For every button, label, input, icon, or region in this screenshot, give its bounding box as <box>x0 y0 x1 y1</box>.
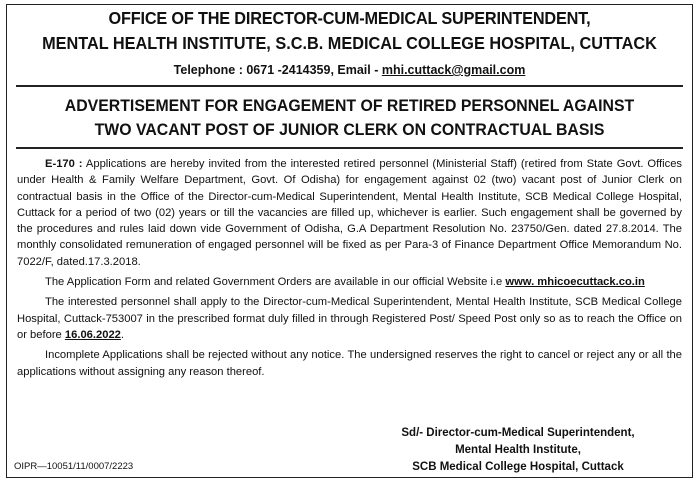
paragraph-3-text: The interested personnel shall apply to the Director-cum-Medical Superintendent, Mental Health Institute, SCB Medical College Hospital, Cuttack-753007 in the prescribed format duly filled in through Registered Post/ Speed Post only so as to reach the Office on or before <box>17 296 682 341</box>
banner-line2: TWO VACANT POST OF JUNIOR CLERK ON CONTRACTUAL BASIS <box>94 121 605 139</box>
paragraph-2 <box>17 274 682 290</box>
signature-line3: SCB Medical College Hospital, Cuttack <box>412 461 624 473</box>
office-title-line1: OFFICE OF THE DIRECTOR-CUM-MEDICAL SUPERINTENDENT, <box>108 8 591 28</box>
banner-line1: ADVERTISEMENT FOR ENGAGEMENT OF RETIRED PERSONNEL AGAINST <box>64 97 635 115</box>
paragraph-1-text: Applications are hereby invited from the interested retired personnel (Ministerial Staff) (retired from State Govt. Offices under Health & Family Welfare Department, Govt. Of Odisha) for engagement against 02 (two) vacant post of Junior Clerk on contractual basis in the Office of the Director-cum-Medical Superintendent, Mental Health Institute, SCB Medical College Hospital, Cuttack for a period of two (02) years or till the vacancies are filled up, whichever is earlier. Such engagement shall be governed by the procedures and rules laid down vide Government of Odisha, G.A Department Resolution No. 23750/Gen. dated 27.8.2014. The monthly consolidated remuneration of engaged personnel will be fixed as per Para-3 of Finance Department Office Memorandum No. 7022/F, dated.17.3.2018. <box>17 158 683 268</box>
reference-number: E-170 : <box>45 158 83 170</box>
paragraph-1 <box>17 156 682 270</box>
signature-line2: Mental Health Institute, <box>455 444 581 456</box>
oipr-number: OIPR—10051/11/0007/2223 <box>14 461 134 472</box>
email-address[interactable]: mhi.cuttack@gmail.com <box>381 63 526 77</box>
paragraph-3-end: . <box>120 328 124 341</box>
advertisement-banner <box>16 85 683 149</box>
paragraph-3 <box>17 294 682 343</box>
paragraph-2-text: The Application Form and related Government Orders are available in our official Website i.e <box>45 276 506 289</box>
paragraph-4 <box>17 347 682 380</box>
signature-line1: Sd/- Director-cum-Medical Superintendent, <box>401 427 635 439</box>
advertisement-body <box>17 156 682 384</box>
office-title-line2: MENTAL HEALTH INSTITUTE, S.C.B. MEDICAL COLLEGE HOSPITAL, CUTTACK <box>42 33 657 53</box>
paragraph-4-text: Incomplete Applications shall be rejected without any notice. The undersigned reserves the right to cancel or reject any or all the applications without assigning any reason thereof. <box>17 349 682 378</box>
signature-block <box>373 425 663 476</box>
telephone-text: Telephone : 0671 -2414359, Email - <box>173 63 382 77</box>
last-date: 16.06.2022 <box>64 328 121 341</box>
website-link[interactable]: www. mhicoecuttack.co.in <box>505 276 645 289</box>
contact-line <box>0 62 699 78</box>
